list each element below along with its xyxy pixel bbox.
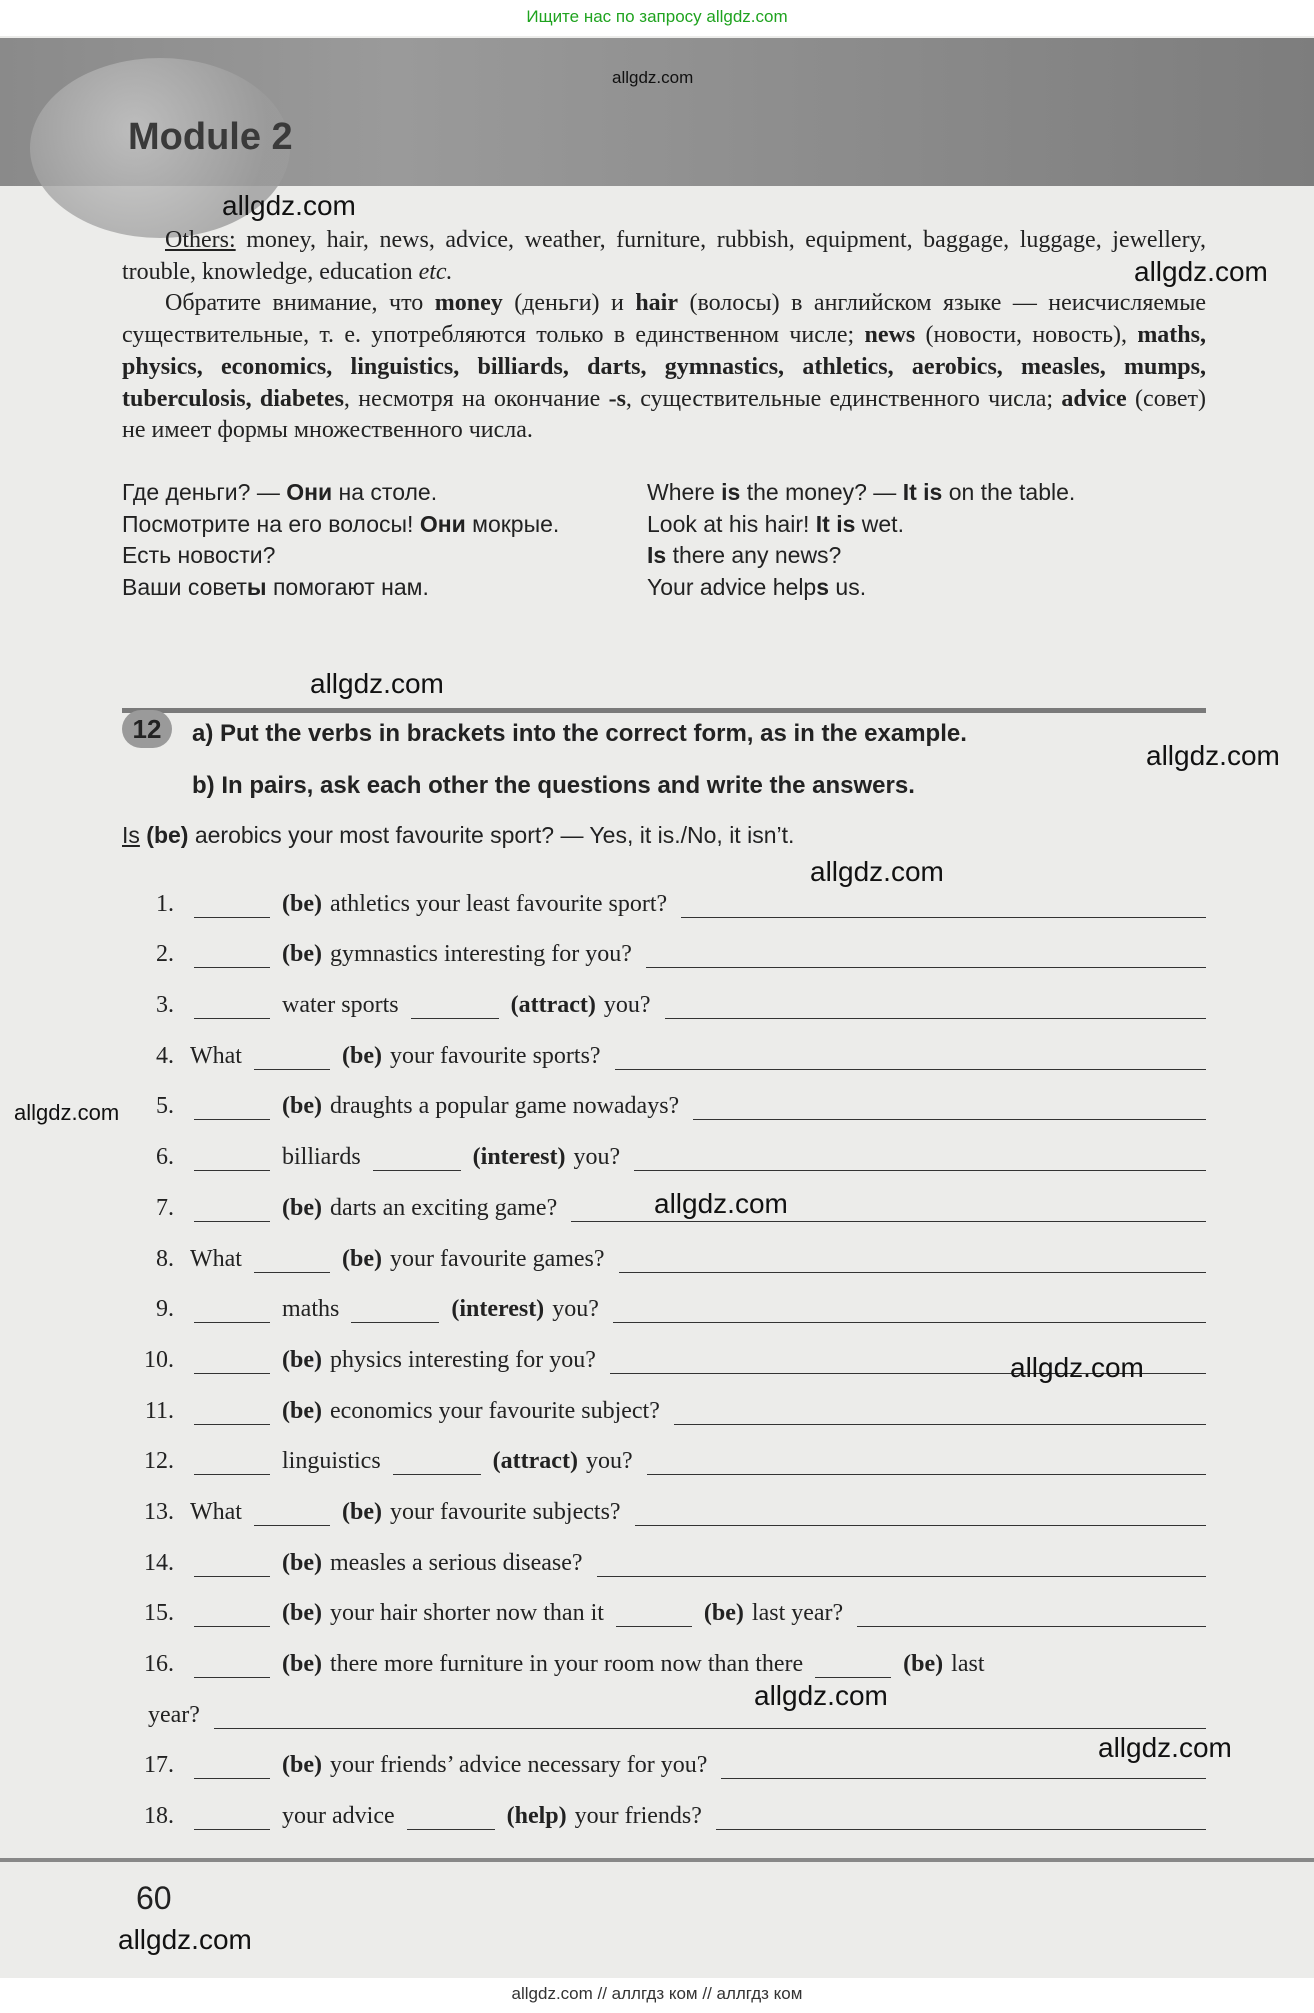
watermark: allgdz.com bbox=[754, 1680, 888, 1711]
exercise-item bbox=[122, 1475, 1206, 1526]
watermark: allgdz.com bbox=[654, 1188, 788, 1219]
example-fragment: there any news? bbox=[666, 542, 842, 569]
verb-hint: (be) bbox=[903, 1651, 944, 1677]
exercise-item bbox=[122, 968, 1206, 1019]
note-bold: maths, physics, economics, linguistics, billiards, darts, gymnastics, athletics, aerobics, measles, mumps, tuberculosis, diabetes bbox=[122, 322, 1206, 412]
exercise-item bbox=[122, 1577, 1206, 1628]
item-number: 16. bbox=[144, 1651, 174, 1677]
exercise-item bbox=[122, 1273, 1206, 1324]
bottom-divider bbox=[0, 1858, 1314, 1862]
answer-line-input[interactable] bbox=[214, 1706, 1206, 1729]
note-text: (волосы) в английском языке — неисчисляемые существительные, т. е. употребляются только в единственном числе; bbox=[122, 290, 1206, 349]
item-text: What bbox=[190, 1245, 242, 1272]
example-fragment: ы bbox=[246, 574, 267, 601]
others-list: money, hair, news, advice, weather, furniture, rubbish, equipment, baggage, luggage, jewellery, trouble, knowledge, education bbox=[122, 227, 1206, 285]
answer-line-input[interactable] bbox=[665, 996, 1206, 1019]
answer-blank-input[interactable] bbox=[351, 1300, 439, 1323]
item-text: year? bbox=[148, 1701, 200, 1728]
item-number: 10. bbox=[144, 1346, 174, 1373]
example-fragment: Они bbox=[419, 510, 466, 537]
example-text: aerobics your most favourite sport? — Yes, it is./No, it isn’t. bbox=[188, 822, 795, 848]
item-text: water sports bbox=[282, 992, 399, 1019]
example-fragment: Посмотрите на его волосы! bbox=[122, 510, 420, 537]
note-text: (новости, новость), bbox=[915, 322, 1138, 349]
answer-blank-input[interactable] bbox=[407, 1807, 495, 1830]
verb-hint: (be) bbox=[282, 890, 322, 917]
example-fragment: Where bbox=[647, 479, 722, 505]
example-fragment: помогают нам. bbox=[266, 574, 429, 601]
watermark: allgdz.com bbox=[14, 1100, 120, 1125]
example-row bbox=[122, 509, 1212, 541]
top-search-note[interactable]: Ищите нас по запросу allgdz.com bbox=[0, 0, 1314, 36]
item-number: 1. bbox=[156, 890, 174, 917]
answer-line-input[interactable] bbox=[646, 945, 1206, 968]
rules-text bbox=[122, 225, 1206, 447]
example-fragment: It is bbox=[902, 479, 943, 505]
answer-blank-input[interactable] bbox=[194, 1402, 270, 1425]
answer-line-input[interactable] bbox=[674, 1402, 1206, 1425]
item-number: 6. bbox=[156, 1144, 174, 1171]
item-text: last year? bbox=[751, 1600, 844, 1627]
example-fragment: the money? — bbox=[740, 479, 903, 505]
note-text: (совет) не имеет формы множественного числа. bbox=[122, 385, 1207, 444]
watermark: allgdz.com bbox=[1010, 1352, 1144, 1383]
watermark: allgdz.com bbox=[222, 190, 356, 221]
item-number: 9. bbox=[156, 1296, 174, 1323]
item-text: you? bbox=[552, 1296, 599, 1323]
item-text: billiards bbox=[282, 1144, 361, 1171]
watermark: allgdz.com bbox=[1134, 256, 1268, 287]
exercise-items bbox=[122, 867, 1206, 1830]
answer-line-input[interactable] bbox=[613, 1300, 1206, 1323]
item-text: What bbox=[190, 1042, 242, 1069]
answer-blank-input[interactable] bbox=[194, 996, 270, 1019]
verb-hint: (attract) bbox=[510, 992, 596, 1019]
example-fragment: Is bbox=[647, 542, 667, 569]
item-text: linguistics bbox=[282, 1448, 381, 1475]
item-text: draughts a popular game nowadays? bbox=[329, 1093, 680, 1120]
item-text: darts an exciting game? bbox=[329, 1194, 558, 1221]
note-bold: advice bbox=[1061, 385, 1127, 412]
verb-hint: (help) bbox=[506, 1803, 567, 1830]
instruction-b: b) In pairs, ask each other the questions and write the answers. bbox=[192, 772, 915, 799]
item-text: your advice bbox=[282, 1803, 395, 1830]
example-fragment: Look at his hair! bbox=[647, 510, 816, 537]
example-fragment: on the table. bbox=[942, 479, 1076, 505]
item-number: 17. bbox=[144, 1752, 174, 1779]
item-number: 11. bbox=[144, 1397, 174, 1424]
answer-blank-input[interactable] bbox=[194, 1351, 270, 1374]
item-number: 12. bbox=[144, 1448, 174, 1475]
answer-line-input[interactable] bbox=[619, 1250, 1206, 1273]
example-row bbox=[122, 540, 1212, 572]
watermark: allgdz.com bbox=[1098, 1732, 1232, 1763]
exercise-item bbox=[122, 1627, 1206, 1678]
verb-hint: (be) bbox=[282, 1752, 322, 1779]
verb-hint: (attract) bbox=[492, 1448, 578, 1475]
answer-line-input[interactable] bbox=[635, 1503, 1206, 1526]
verb-hint: (be) bbox=[282, 1346, 322, 1373]
answer-blank-input[interactable] bbox=[194, 1807, 270, 1830]
verb-hint: (be) bbox=[341, 1042, 382, 1069]
example-fragment: is bbox=[721, 479, 741, 505]
instruction-a: a) Put the verbs in brackets into the correct form, as in the example. bbox=[192, 720, 967, 747]
answer-blank-input[interactable] bbox=[194, 895, 270, 918]
example-fragment: Есть новости? bbox=[122, 542, 276, 569]
answer-line-input[interactable] bbox=[615, 1047, 1206, 1070]
verb-hint: (interest) bbox=[451, 1296, 545, 1323]
answer-blank-input[interactable] bbox=[194, 945, 270, 968]
verb-hint: (be) bbox=[282, 1651, 322, 1677]
example-fragment: Your advice help bbox=[647, 574, 817, 601]
english-example bbox=[647, 509, 1212, 541]
item-text: economics your favourite subject? bbox=[329, 1397, 660, 1424]
verb-hint: (be) bbox=[703, 1600, 744, 1627]
answer-blank-input[interactable] bbox=[194, 1148, 270, 1171]
answer-line-input[interactable] bbox=[634, 1148, 1206, 1171]
answer-blank-input[interactable] bbox=[254, 1047, 330, 1070]
verb-hint: (be) bbox=[282, 1194, 322, 1221]
item-number: 18. bbox=[144, 1803, 174, 1830]
exercise-item bbox=[122, 1425, 1206, 1476]
note-text: Обратите внимание, что bbox=[165, 290, 435, 317]
module-title: Module 2 bbox=[128, 116, 293, 158]
exercise-item bbox=[122, 1678, 1206, 1729]
item-text: there more furniture in your room now than there bbox=[329, 1651, 804, 1677]
item-number: 15. bbox=[144, 1600, 174, 1627]
exercise-item bbox=[122, 1120, 1206, 1171]
others-label: Others: bbox=[165, 227, 236, 253]
verb-hint: (be) bbox=[282, 941, 322, 968]
exercise-item bbox=[122, 867, 1206, 918]
verb-hint: (be) bbox=[282, 1397, 322, 1424]
english-example bbox=[647, 540, 1212, 572]
answer-blank-input[interactable] bbox=[194, 1604, 270, 1627]
item-number: 4. bbox=[156, 1042, 174, 1069]
example-fragment: wet. bbox=[855, 510, 904, 537]
answer-blank-input[interactable] bbox=[194, 1452, 270, 1475]
exercise-item bbox=[122, 1526, 1206, 1577]
note-bold: news bbox=[864, 322, 916, 349]
verb-hint: (be) bbox=[282, 1549, 322, 1576]
english-example bbox=[647, 572, 1212, 604]
item-text: you? bbox=[585, 1448, 633, 1475]
exercise-item bbox=[122, 1070, 1206, 1121]
watermark: allgdz.com bbox=[612, 68, 694, 87]
watermark: allgdz.com bbox=[810, 856, 944, 887]
answer-blank-input[interactable] bbox=[411, 996, 499, 1019]
exercise-item bbox=[122, 1019, 1206, 1070]
note-bold: money bbox=[434, 290, 503, 317]
item-text: your favourite games? bbox=[389, 1245, 605, 1272]
examples-table bbox=[122, 477, 1212, 604]
verb-hint: (be) bbox=[341, 1498, 382, 1525]
item-text: gymnastics interesting for you? bbox=[329, 941, 632, 968]
english-example bbox=[647, 477, 1212, 509]
answer-blank-input[interactable] bbox=[194, 1655, 270, 1678]
russian-example bbox=[122, 509, 647, 541]
answer-blank-input[interactable] bbox=[373, 1148, 461, 1171]
exercise-item bbox=[122, 918, 1206, 969]
example-fragment: It is bbox=[815, 510, 856, 537]
watermark: allgdz.com bbox=[310, 668, 444, 699]
item-text: your hair shorter now than it bbox=[329, 1600, 604, 1627]
exercise-item bbox=[122, 1729, 1206, 1780]
example-fragment: s bbox=[816, 574, 830, 601]
answer-blank-input[interactable] bbox=[194, 1554, 270, 1577]
answer-line-input[interactable] bbox=[597, 1554, 1206, 1577]
example-fragment: Они bbox=[286, 479, 333, 505]
verb-hint: (interest) bbox=[472, 1144, 566, 1171]
item-number: 3. bbox=[156, 992, 174, 1019]
item-text: maths bbox=[282, 1296, 340, 1323]
exercise-number: 12 bbox=[122, 710, 172, 748]
answer-line-input[interactable] bbox=[681, 895, 1206, 918]
note-text: (деньги) и bbox=[502, 290, 636, 317]
item-number: 7. bbox=[156, 1194, 174, 1221]
exercise-divider bbox=[122, 708, 1206, 713]
answer-blank-input[interactable] bbox=[194, 1097, 270, 1120]
russian-example bbox=[122, 572, 647, 604]
example-fragment: us. bbox=[829, 574, 867, 601]
item-number: 8. bbox=[156, 1245, 174, 1272]
example-row bbox=[122, 572, 1212, 604]
example-answer: Is bbox=[122, 822, 140, 848]
exercise-item bbox=[122, 1779, 1206, 1830]
item-text: you? bbox=[573, 1144, 621, 1171]
answer-line-input[interactable] bbox=[857, 1604, 1206, 1627]
exercise-example bbox=[122, 822, 794, 849]
item-number: 2. bbox=[156, 941, 174, 968]
answer-blank-input[interactable] bbox=[393, 1452, 481, 1475]
item-number: 13. bbox=[144, 1498, 174, 1525]
answer-line-input[interactable] bbox=[693, 1097, 1206, 1120]
item-text: What bbox=[190, 1498, 242, 1525]
verb-hint: (be) bbox=[282, 1093, 322, 1120]
example-verb: (be) bbox=[146, 822, 189, 848]
answer-blank-input[interactable] bbox=[194, 1300, 270, 1323]
footer-links[interactable]: allgdz.com // аллгдз ком // аллгдз ком bbox=[0, 1978, 1314, 2013]
answer-blank-input[interactable] bbox=[254, 1503, 330, 1526]
answer-line-input[interactable] bbox=[716, 1807, 1206, 1830]
item-text: your favourite sports? bbox=[389, 1042, 601, 1069]
answer-blank-input[interactable] bbox=[194, 1756, 270, 1779]
russian-example bbox=[122, 477, 647, 509]
example-row bbox=[122, 477, 1212, 509]
verb-hint: (be) bbox=[282, 1600, 322, 1627]
example-fragment: на столе. bbox=[332, 479, 438, 505]
example-fragment: Ваши совет bbox=[122, 574, 247, 601]
note-bold: hair bbox=[635, 290, 678, 317]
answer-blank-input[interactable] bbox=[254, 1250, 330, 1273]
module-header bbox=[0, 38, 1314, 186]
example-fragment: Где деньги? — bbox=[122, 479, 287, 505]
verb-hint: (be) bbox=[341, 1245, 382, 1272]
watermark: allgdz.com bbox=[118, 1924, 252, 1955]
exercise-item bbox=[122, 1222, 1206, 1273]
item-text: athletics your least favourite sport? bbox=[329, 890, 668, 917]
answer-blank-input[interactable] bbox=[815, 1655, 891, 1678]
item-text: measles a serious disease? bbox=[329, 1549, 583, 1576]
page-number: 60 bbox=[136, 1880, 172, 1916]
example-fragment: мокрые. bbox=[465, 510, 560, 537]
item-text: your favourite subjects? bbox=[389, 1498, 621, 1525]
item-text: you? bbox=[603, 992, 651, 1019]
answer-blank-input[interactable] bbox=[194, 1199, 270, 1222]
item-text: physics interesting for you? bbox=[329, 1346, 596, 1373]
item-text: your friends’ advice necessary for you? bbox=[329, 1752, 708, 1779]
russian-example bbox=[122, 540, 647, 572]
etc: etc. bbox=[418, 258, 453, 285]
item-number: 14. bbox=[144, 1549, 174, 1576]
note-text: , существительные единственного числа; bbox=[625, 385, 1062, 412]
watermark: allgdz.com bbox=[1146, 740, 1280, 771]
item-text: your friends? bbox=[574, 1803, 702, 1830]
answer-line-input[interactable] bbox=[647, 1452, 1206, 1475]
note-bold: -s bbox=[608, 385, 626, 412]
item-text: last bbox=[951, 1651, 985, 1677]
note-text: , несмотря на окончание bbox=[343, 385, 609, 412]
item-number: 5. bbox=[156, 1093, 174, 1120]
answer-blank-input[interactable] bbox=[616, 1604, 692, 1627]
